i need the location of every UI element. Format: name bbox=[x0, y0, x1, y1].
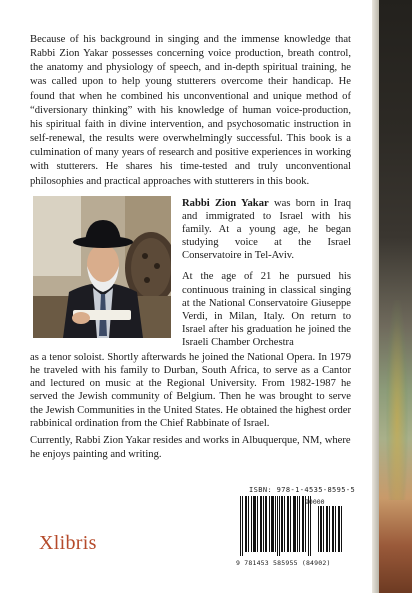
barcode-number bbox=[236, 559, 331, 567]
barcode-bars bbox=[238, 496, 346, 558]
publisher-logo: Xlibris bbox=[39, 532, 97, 554]
barcode-addon-number: 90000 bbox=[305, 498, 325, 506]
isbn-label: ISBN: 978-1-4535-8595-5 bbox=[249, 486, 356, 494]
bio-paragraph-2-continued: as a tenor soloist. Shortly afterwards he joined the National Opera. In 1979 he traveled with his family to Durban, South Africa, to serve as a Cantor and lectured on music at the Regional University. From 1982-1987 he served the Jewish community of Belgium. Then he was brought to serve the Jewish Communities in the United States. He obtained the highest order rabbinical ordination from the Chief Rabbinate of Israel. bbox=[30, 352, 351, 429]
author-bio-column bbox=[182, 197, 351, 357]
author-name: Rabbi Zion Yakar bbox=[182, 198, 269, 209]
barcode-ean-digits: 9 781453 585955 bbox=[236, 559, 298, 567]
bio-paragraph-1-text: was born in Iraq and immigrated to Israel with his family. At a young age, he began studying voice at the Israel Conservatoire in Tel-Aviv. bbox=[182, 198, 351, 262]
author-portrait-illustration bbox=[33, 196, 171, 338]
author-photo bbox=[33, 196, 171, 338]
cover-spine-edge bbox=[372, 0, 412, 593]
intro-paragraph: Because of his background in singing and the immense knowledge that Rabbi Zion Yakar possesses concerning voice production, breath control, the anatomy and physiology of speech, and in-depth spiritual training, he was called upon to help young stutterers overcome their handicap. He found that when he combined his unconventional and unique method of “diversionary thinking” with his knowledge of human voice-production, his spiritual faith in divine intervention, and psychosomatic instruction in self-renewal, the results were overwhelmingly successful. This book is a culmination of many years of research and positive experiences in working with stutterers. He shares his time-tested and truly unconventional philosophies and practical approaches with stutterers in this book. bbox=[30, 34, 351, 187]
closing-paragraph: Currently, Rabbi Zion Yakar resides and works in Albuquerque, NM, where he enjoys painting and writing. bbox=[30, 435, 351, 461]
bio-paragraph-1 bbox=[182, 197, 351, 262]
isbn-barcode bbox=[238, 496, 346, 558]
barcode-addon-code: (84902) bbox=[301, 559, 331, 567]
bio-paragraph-2: At the age of 21 he pursued his continuous training in classical singing at the National Conservatoire Giuseppe Verdi, in Milan, Italy. On return to Israel after his graduation he joined the Israeli Chamber Orchestra bbox=[182, 271, 351, 348]
